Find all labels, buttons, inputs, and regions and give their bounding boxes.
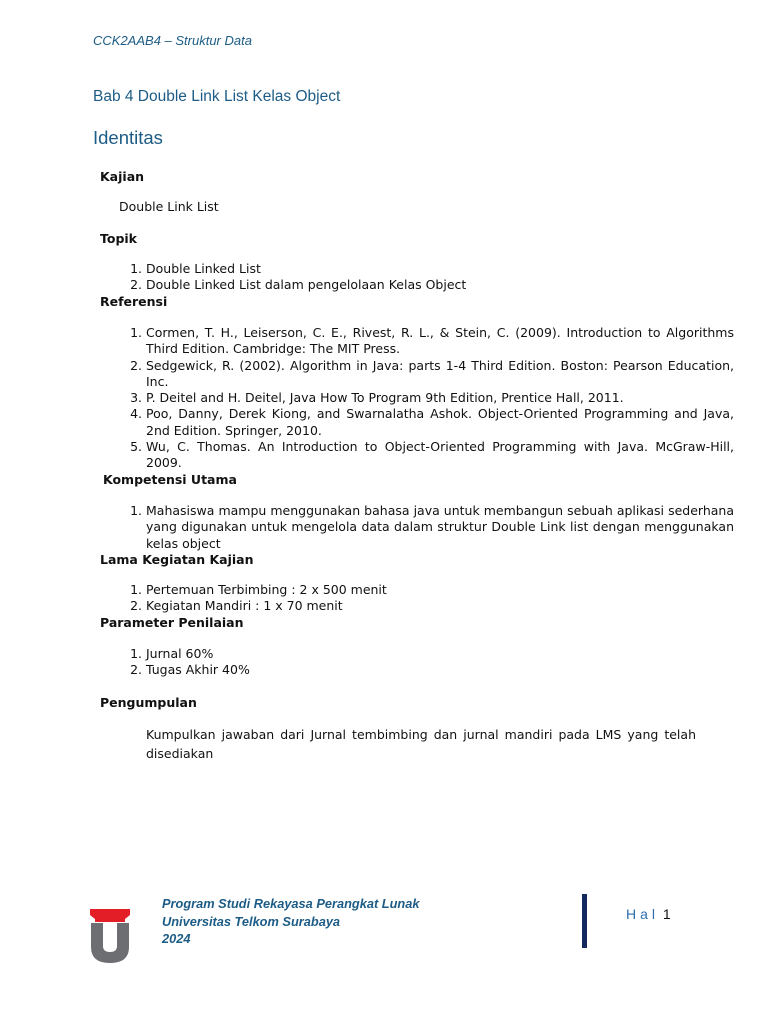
- list-item: 4. Poo, Danny, Derek Kiong, and Swarnalatha Ashok. Object-Oriented Programming and Java, 2nd Edition. Springer, 2010.: [146, 406, 734, 439]
- referensi-list: [108, 325, 734, 472]
- list-item: 1. Pertemuan Terbimbing : 2 x 500 menit: [146, 582, 734, 598]
- kajian-heading: Kajian: [100, 169, 145, 184]
- list-item: 1. Cormen, T. H., Leiserson, C. E., Rivest, R. L., & Stein, C. (2009). Introduction to Algorithms Third Edition. Cambridge: The MIT Press.: [146, 325, 734, 358]
- section-title: Identitas: [93, 127, 163, 148]
- list-item: 2. Kegiatan Mandiri : 1 x 70 menit: [146, 598, 734, 614]
- topik-heading: Topik: [100, 231, 137, 246]
- list-item: 2. Double Linked List dalam pengelolaan Kelas Object: [146, 277, 734, 293]
- footer-divider: [582, 894, 587, 948]
- list-item: 5. Wu, C. Thomas. An Introduction to Object-Oriented Programming with Java. McGraw-Hill, 2009.: [146, 439, 734, 472]
- running-header: CCK2AAB4 – Struktur Data: [93, 33, 252, 48]
- footer-institution: [162, 895, 419, 948]
- topik-list: [108, 261, 734, 294]
- pengumpulan-heading: Pengumpulan: [100, 695, 197, 710]
- lama-heading: Lama Kegiatan Kajian: [100, 552, 254, 567]
- list-item: 1. Mahasiswa mampu menggunakan bahasa java untuk membangun sebuah aplikasi sederhana yang digunakan untuk mengelola data dalam struktur Double Link list dengan menggunakan kelas object: [146, 503, 734, 552]
- list-item: 3. P. Deitel and H. Deitel, Java How To Program 9th Edition, Prentice Hall, 2011.: [146, 390, 734, 406]
- list-item: 1. Jurnal 60%: [146, 646, 734, 662]
- pengumpulan-text: Kumpulkan jawaban dari Jurnal tembimbing dan jurnal mandiri pada LMS yang telah disediakan: [146, 727, 696, 761]
- kajian-text: Double Link List: [119, 199, 219, 214]
- footer-university: Universitas Telkom Surabaya: [162, 913, 341, 929]
- kompetensi-list: [108, 503, 734, 552]
- footer-program: Program Studi Rekayasa Perangkat Lunak: [162, 896, 420, 911]
- telkom-university-logo-icon: [89, 906, 131, 964]
- kompetensi-heading: Kompetensi Utama: [103, 472, 237, 487]
- page-number-value: 1: [662, 906, 671, 922]
- footer-year: 2024: [162, 931, 191, 946]
- page-number: [626, 906, 671, 922]
- referensi-heading: Referensi: [100, 294, 168, 309]
- lama-list: [108, 582, 734, 615]
- list-item: 2. Sedgewick, R. (2002). Algorithm in Java: parts 1-4 Third Edition. Boston: Pearson Education, Inc.: [146, 358, 734, 391]
- list-item: 1. Double Linked List: [146, 261, 734, 277]
- parameter-heading: Parameter Penilaian: [100, 615, 244, 630]
- chapter-title: Bab 4 Double Link List Kelas Object: [93, 88, 341, 105]
- parameter-list: [108, 646, 734, 679]
- list-item: 2. Tugas Akhir 40%: [146, 662, 734, 678]
- page-label: Hal: [626, 906, 660, 922]
